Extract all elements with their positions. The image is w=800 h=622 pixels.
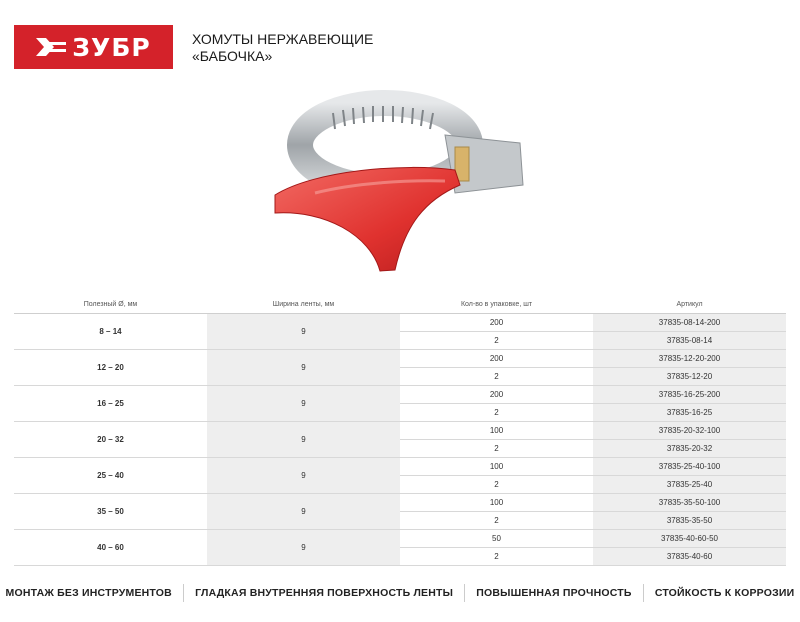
cell-article-large: 37835-16-25-200 [593,385,786,403]
cell-pack-large: 200 [400,313,593,331]
feature-divider [464,584,465,602]
feature-smooth-band: ГЛАДКАЯ ВНУТРЕННЯЯ ПОВЕРХНОСТЬ ЛЕНТЫ [195,587,454,599]
table-header-row [14,297,786,313]
cell-pack-large: 50 [400,529,593,547]
cell-width: 9 [207,457,400,493]
cell-article-large: 37835-25-40-100 [593,457,786,475]
cell-article-large: 37835-35-50-100 [593,493,786,511]
header-diameter: Полезный Ø, мм [14,297,207,313]
cell-article-small: 37835-25-40 [593,475,786,493]
cell-diameter: 40 – 60 [14,529,207,565]
table-row [14,493,786,511]
cell-diameter: 12 – 20 [14,349,207,385]
table-row [14,529,786,547]
cell-article-large: 37835-12-20-200 [593,349,786,367]
cell-pack-large: 100 [400,493,593,511]
cell-article-small: 37835-08-14 [593,331,786,349]
cell-diameter: 8 – 14 [14,313,207,349]
cell-width: 9 [207,385,400,421]
cell-width: 9 [207,313,400,349]
table-row [14,349,786,367]
features-bar [0,582,800,604]
header-width: Ширина ленты, мм [207,297,400,313]
title-line-2: «БАБОЧКА» [192,48,273,64]
cell-pack-small: 2 [400,547,593,565]
brand-arrow-icon [36,36,66,58]
feature-divider [183,584,184,602]
cell-article-small: 37835-35-50 [593,511,786,529]
feature-corrosion: СТОЙКОСТЬ К КОРРОЗИИ [654,587,795,599]
page-title [192,31,373,65]
brand-logo [14,25,173,69]
cell-pack-small: 2 [400,439,593,457]
table-row [14,421,786,439]
table-row [14,457,786,475]
cell-article-small: 37835-16-25 [593,403,786,421]
cell-article-small: 37835-40-60 [593,547,786,565]
cell-article-small: 37835-20-32 [593,439,786,457]
cell-pack-large: 200 [400,349,593,367]
table-body [14,313,786,565]
feature-strength: ПОВЫШЕННАЯ ПРОЧНОСТЬ [476,587,632,599]
cell-pack-small: 2 [400,403,593,421]
cell-diameter: 20 – 32 [14,421,207,457]
cell-width: 9 [207,349,400,385]
cell-pack-small: 2 [400,511,593,529]
feature-divider [643,584,644,602]
table-row [14,313,786,331]
spec-table [14,297,786,566]
cell-diameter: 25 – 40 [14,457,207,493]
cell-pack-large: 200 [400,385,593,403]
cell-article-large: 37835-20-32-100 [593,421,786,439]
cell-width: 9 [207,529,400,565]
cell-diameter: 35 – 50 [14,493,207,529]
cell-diameter: 16 – 25 [14,385,207,421]
hose-clamp-butterfly-image [255,85,545,275]
cell-pack-small: 2 [400,331,593,349]
cell-article-large: 37835-08-14-200 [593,313,786,331]
header-pack: Кол-во в упаковке, шт [400,297,593,313]
table-row [14,385,786,403]
cell-width: 9 [207,421,400,457]
cell-pack-small: 2 [400,475,593,493]
cell-pack-large: 100 [400,457,593,475]
cell-width: 9 [207,493,400,529]
cell-pack-large: 100 [400,421,593,439]
brand-name: ЗУБР [72,32,151,62]
feature-no-tools: МОНТАЖ БЕЗ ИНСТРУМЕНТОВ [5,587,172,599]
cell-pack-small: 2 [400,367,593,385]
cell-article-small: 37835-12-20 [593,367,786,385]
title-line-1: ХОМУТЫ НЕРЖАВЕЮЩИЕ [192,31,374,47]
header-article: Артикул [593,297,786,313]
cell-article-large: 37835-40-60-50 [593,529,786,547]
